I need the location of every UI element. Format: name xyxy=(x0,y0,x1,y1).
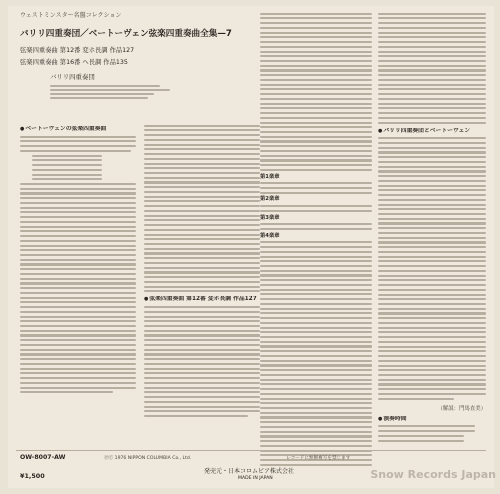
commentary-credit: （解説：門馬直美） xyxy=(437,405,486,412)
watermark: Snow Records Japan xyxy=(370,468,496,481)
made-in: MADE IN JAPAN xyxy=(238,476,273,481)
text-column-3 xyxy=(260,10,372,469)
movement-2-heading: 第2楽章 xyxy=(260,196,280,203)
record-jacket-back xyxy=(8,6,494,488)
text-column-4 xyxy=(378,10,486,444)
personnel-list xyxy=(50,85,250,99)
section-heading-barylli: ● バリリ四重奏団とベートーヴェン xyxy=(378,128,486,135)
album-title: バリリ四重奏団／ベートーヴェン弦楽四重奏曲全集—7 xyxy=(20,29,232,39)
artist-name: バリリ四重奏団 xyxy=(50,73,95,81)
movement-1-heading: 第1楽章 xyxy=(260,173,280,180)
section-heading-quartets: ● ベートーヴェンの弦楽四重奏曲 xyxy=(20,126,136,133)
price: ¥1,500 xyxy=(20,472,45,480)
header-block xyxy=(20,10,250,101)
movement-3-heading: 第3楽章 xyxy=(260,214,280,221)
section-heading-op127: ● 弦楽四重奏曲 第12番 変ホ長調 作品127 xyxy=(144,296,260,303)
work-1: 弦楽四重奏曲 第12番 変ホ長調 作品127 xyxy=(20,47,135,54)
footer-rule xyxy=(16,450,486,451)
section-heading-timings: ● 演奏時間 xyxy=(378,416,486,423)
work-2: 弦楽四重奏曲 第16番 ヘ長調 作品135 xyxy=(20,59,128,66)
movement-4-heading: 第4楽章 xyxy=(260,232,280,239)
copyright-notice: ⓅⒸ 1976 NIPPON COLUMBIA Co., Ltd. xyxy=(104,456,192,461)
publisher-name: 発売元・日本コロムビア株式会社 xyxy=(204,468,295,475)
series-name: ウェストミンスター名盤コレクション xyxy=(20,12,122,19)
text-column-2 xyxy=(144,122,260,420)
copy-warning: レコードに無断複写を禁じます xyxy=(286,456,351,461)
catalog-number: OW-8007-AW xyxy=(20,454,66,461)
text-column-1 xyxy=(20,122,136,396)
